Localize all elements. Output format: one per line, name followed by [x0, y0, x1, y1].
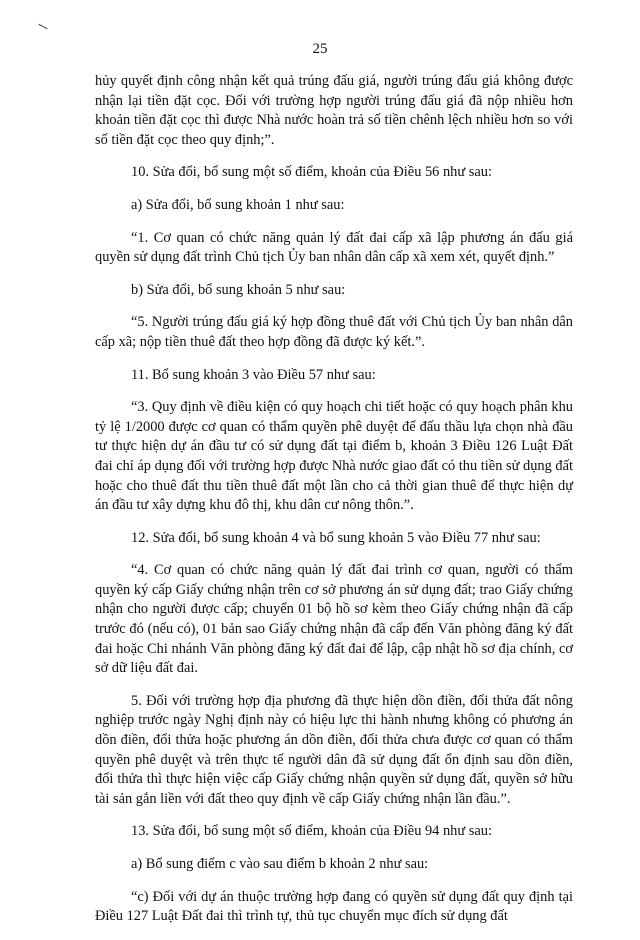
paragraph-amendment-12: 12. Sửa đổi, bổ sung khoản 4 và bổ sung khoản 5 vào Điều 77 như sau:: [131, 529, 541, 546]
paragraph-continuation: hủy quyết định công nhận kết quả trúng đấu giá, người trúng đấu giá không được nhận lại tiền đặt cọc. Đối với trường hợp người trúng đấu giá đã nộp nhiều hơn khoản tiền đặt cọc thì được Nhà nước hoàn trả số tiền chênh lệch nhiều hơn so với số tiền đặt cọc theo quy định;”.: [95, 73, 573, 148]
paragraph-quote-clause-4: “4. Cơ quan có chức năng quản lý đất đai trình cơ quan, người có thẩm quyền ký cấp Giấy chứng nhận trên cơ sở phương án sử dụng đất; trao Giấy chứng nhận cho người được cấp; chuyển 01 bộ hồ sơ kèm theo Giấy chứng nhận đã cấp trước đó (nếu có), 01 bản sao Giấy chứng nhận đã cấp đến Văn phòng đăng ký đất đai hoặc Chi nhánh Văn phòng đăng ký đất đai để lập, cập nhật hồ sơ địa chính, cơ sở dữ liệu đất đai.: [95, 562, 573, 677]
paragraph-amendment-10a: a) Sửa đổi, bổ sung khoản 1 như sau:: [131, 196, 345, 213]
scan-artifact-mark: [38, 24, 47, 30]
paragraph-amendment-11: 11. Bổ sung khoản 3 vào Điều 57 như sau:: [131, 366, 376, 383]
paragraph-clause-5-consolidation: 5. Đối với trường hợp địa phương đã thực hiện dồn điền, đổi thửa đất nông nghiệp trước ngày Nghị định này có hiệu lực thi hành nhưng không có phương án dồn điền, đổi thửa hoặc phương án dồn điền, đổi thửa chưa được cơ quan có thẩm quyền phê duyệt và trên thực tế người dân đã sử dụng đất ổn định sau dồn điền, đổi thửa thì thực hiện việc cấp Giấy chứng nhận quyền sử dụng đất, quyền sở hữu tài sản gắn liền với đất theo quy định về cấp Giấy chứng nhận lần đầu.”.: [95, 692, 573, 807]
paragraph-quote-clause-3: “3. Quy định về điều kiện có quy hoạch chi tiết hoặc có quy hoạch phân khu tỷ lệ 1/2000 được cơ quan có thẩm quyền phê duyệt để đấu thầu lựa chọn nhà đầu tư thực hiện dự án đầu tư có sử dụng đất tại điểm b, khoản 3 Điều 126 Luật Đất đai chỉ áp dụng đối với trường hợp được Nhà nước giao đất có thu tiền sử dụng đất hoặc cho thuê đất thu tiền thuê đất một lần cho cả thời gian thuê để thực hiện dự án đầu tư xây dựng khu đô thị, khu dân cư nông thôn.”.: [95, 399, 573, 514]
paragraph-quote-clause-5: “5. Người trúng đấu giá ký hợp đồng thuê đất với Chủ tịch Ủy ban nhân dân cấp xã; nộp tiền thuê đất theo hợp đồng đã được ký kết.”.: [95, 314, 573, 350]
paragraph-amendment-13a: a) Bổ sung điểm c vào sau điểm b khoản 2 như sau:: [131, 856, 429, 872]
page-number: 25: [312, 41, 328, 57]
paragraph-quote-point-c: “c) Đối với dự án thuộc trường hợp đang có quyền sử dụng đất quy định tại Điều 127 Luật Đất đai thì trình tự, thủ tục chuyển mục đích sử dụng đất: [95, 888, 573, 925]
paragraph-quote-clause-1: “1. Cơ quan có chức năng quản lý đất đai cấp xã lập phương án đấu giá quyền sử dụng đất trình Chủ tịch Ủy ban nhân dân cấp xã xem xét, quyết định.”: [95, 229, 573, 266]
paragraph-amendment-10b: b) Sửa đổi, bổ sung khoản 5 như sau:: [131, 281, 346, 298]
page-body: [95, 72, 573, 940]
paragraph-amendment-10: 10. Sửa đổi, bổ sung một số điểm, khoản của Điều 56 như sau:: [131, 164, 492, 181]
paragraph-amendment-13: 13. Sửa đổi, bổ sung một số điểm, khoản của Điều 94 như sau:: [131, 823, 492, 840]
